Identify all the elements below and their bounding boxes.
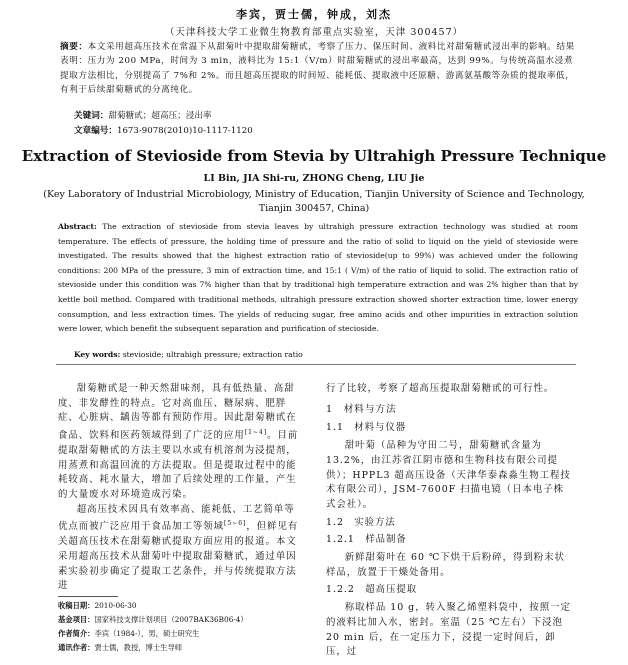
article-number-label: 文章编号： [74, 126, 117, 136]
english-keywords-label: Key words: [74, 350, 121, 359]
chinese-keywords [74, 109, 212, 121]
footnote-value: 贾士儒，教授，博士生导师 [94, 643, 183, 652]
intro-p2-tail: ，但鲜见有关超高压技术在甜菊糖甙提取方面应用的报道。本文采用超高压技术从甜菊叶中提取甜菊糖甙，通过单因素实验初步确定了提取工艺条件，并与传统提取方法进 [58, 521, 299, 592]
footnote-fund [58, 614, 308, 625]
subsubsection-heading: 1.2.1 样品制备 [326, 534, 407, 546]
footnote-value: 李宾（1984-），男，硕士研究生 [94, 629, 200, 638]
intro-paragraph-1 [58, 382, 302, 503]
chinese-keywords-text: 甜菊糖甙；超高压；浸出率 [108, 111, 212, 121]
article-number [74, 124, 253, 136]
english-keywords-text: stevioside; ultrahigh pressure; extraction ratio [122, 350, 303, 359]
footnote-rule [58, 596, 118, 597]
section-divider [56, 364, 576, 365]
footnote-label: 通讯作者： [58, 643, 95, 652]
footnote-value: 国家科技支撑计划项目（2007BAK36B06-4） [94, 615, 248, 624]
footnote-label: 基金项目： [58, 615, 95, 624]
intro-p2-text: 超高压技术因具有效率高、能耗低、工艺简单等优点而被广泛应用于食品加工等领域 [58, 503, 295, 533]
materials-paragraph: 甜叶菊（品种为守田二号，甜菊糖甙含量为13.2%，由江苏省江阴市德和生物科技有限公司提供）；HPPL3 超高压设备（天津华泰森淼生物工程技术有限公司），JSM-7600F 扫描电镜（日本电子株式会社）。 [326, 440, 571, 510]
chinese-abstract [60, 40, 580, 98]
english-abstract-text: The extraction of stevioside from stevia leaves by ultrahigh pressure extraction technology was studied at room temperature. The effects of pressure, the holding time of pressure and the ratio of solid to liquid on the yield of stevioside were investigated. The results showed that the highest extraction ratio of stevioside(up to 99%) was achieved under the following conditions: 200 MPa of the pressure, 3 min of extraction time, and 15:1 ( V/m) of the ratio of liquid to solid. The extraction ratio of stevioside under this condition was 7% higher than that by traditional high temperature extraction and was 2% higher than that by kettle boil method. Compared with traditional methods, ultrahigh pressure extraction showed shorter extraction time, lower energy consumption, and less extraction times. The yields of reducing sugar, free amino acids and other impurities in extraction solution were lower, which benefit the subsequent separation and purification of stecioside. [58, 222, 578, 334]
subsection-heading: 1.1 材料与仪器 [326, 422, 407, 434]
citation-ref: [5~6] [224, 520, 247, 528]
footnote-label: 作者简介： [58, 629, 95, 638]
subsection-heading: 1.2 实验方法 [326, 516, 396, 528]
english-keywords [74, 350, 303, 359]
left-column [58, 382, 302, 594]
extraction-paragraph: 称取样品 10 g，转入聚乙烯塑料袋中，按照一定的液料比加入水，密封。室温（25 ℃左右）下浸泡 20 min 后，在一定压力下，浸提一定时间后，卸压，过 [326, 602, 571, 658]
intro-paragraph-2 [58, 503, 302, 594]
footnote-value: 2010-06-30 [94, 601, 137, 610]
footnote-label: 收稿日期： [58, 601, 95, 610]
article-number-value: 1673-9078(2010)10-1117-1120 [116, 126, 253, 136]
footnote-author [58, 628, 308, 639]
intro-p1-text: 甜菊糖甙是一种天然甜味剂，具有低热量、高甜度、非发酵性的特点。它对高血压、糖尿病、肥胖症、心脏病、龋齿等都有预防作用。因此甜菊糖甙在食品、饮料和医药领域得到了广泛的应用 [58, 383, 297, 442]
chinese-abstract-label: 摘要： [60, 42, 88, 52]
footnote-received [58, 600, 308, 611]
intro-continued: 行了比较，考察了超高压提取甜菊糖甙的可行性。 [326, 383, 555, 394]
english-abstract-label: Abstract: [58, 222, 97, 231]
citation-ref: [1~4] [244, 429, 268, 437]
sample-prep-paragraph: 新鲜甜菊叶在 60 ℃下烘干后粉碎，得到粉末状样品，放置于干燥处备用。 [326, 552, 565, 578]
english-authors: LI Bin, JIA Shi-ru, ZHONG Cheng, LIU Jie [203, 173, 425, 184]
right-column [326, 382, 574, 660]
chinese-abstract-text: 本文采用超高压技术在常温下从甜菊叶中提取甜菊糖甙，考察了压力、保压时间、液料比对甜菊糖甙浸出率的影响。结果表明：压力为 200 MPa，时间为 3 min，液料比为 15:1（V/m）时甜菊糖甙的浸出率最高，达到 99%。与传统高温水浸煮提取方法相比，分别提高了 7%和 2%。而且超高压提取的时间短、能耗低、提取液中还原糖、游离氨基酸等杂质的提取率低，有利于后续甜菊糖甙的分离纯化。 [60, 42, 575, 96]
english-title: Extraction of Stevioside from Stevia by Ultrahigh Pressure Technique [21, 147, 607, 165]
chinese-affiliation: （天津科技大学工业微生物教育部重点实验室，天津 300457） [164, 27, 464, 38]
subsubsection-heading: 1.2.2 超高压提取 [326, 584, 418, 596]
chinese-authors: 李宾，贾士儒，钟成，刘杰 [236, 8, 392, 21]
footnote-corresponding [58, 642, 308, 653]
chinese-keywords-label: 关键词： [74, 111, 109, 121]
english-affiliation: (Key Laboratory of Industrial Microbiology, Ministry of Education, Tianjin University of Science and Technology, Tianjin 300457, China) [43, 189, 585, 214]
intro-p1-tail: 。目前提取甜菊糖甙的方法主要以水或有机溶剂为浸提剂，用蒸煮和高温回流的方法提取。但是提取过程中的能耗较高、耗水量大，增加了后续处理的工作量，产生的大量废水对环境造成污染。 [58, 430, 299, 501]
english-abstract [58, 220, 578, 337]
section-heading: 1 材料与方法 [326, 403, 397, 415]
